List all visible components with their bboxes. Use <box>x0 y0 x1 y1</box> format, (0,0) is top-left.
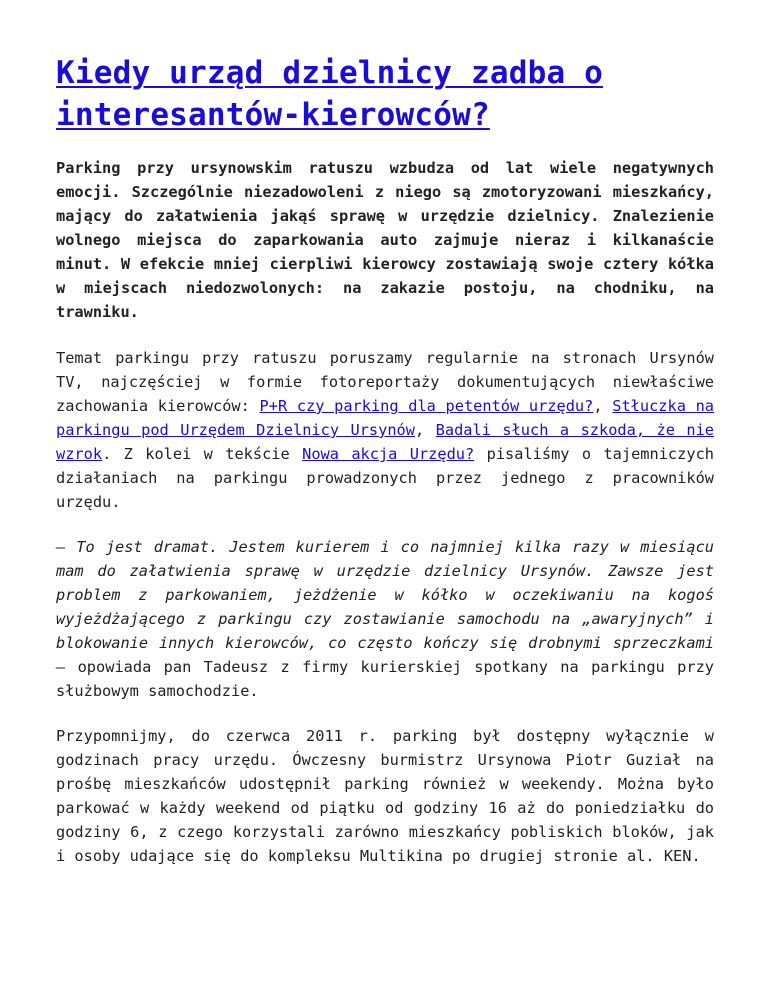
paragraph-2-separator-1: , <box>593 397 613 415</box>
paragraph-2-separator-2: , <box>414 421 436 439</box>
quote-attribution: opowiada pan Tadeusz z firmy kurierskiej spotkany na parkingu przy służbowym samochodzie. <box>56 658 714 700</box>
paragraph-2-text-after: pisaliśmy o tajemniczych działaniach na parkingu prowadzonych przez jednego z pracowników urzędu. <box>56 445 714 511</box>
paragraph-2-text-before: Temat parkingu przy ratuszu poruszamy regularnie na stronach Ursynów TV, najczęściej w formie fotoreportaży dokumentujących niewłaściwe zachowania kierowców: <box>56 349 714 415</box>
article-title-link[interactable]: Kiedy urząd dzielnicy zadba o interesantów-kierowców? <box>56 55 604 133</box>
paragraph-2-text-middle: . Z kolei w tekście <box>102 445 303 463</box>
link-pr-parking[interactable]: P+R czy parking dla petentów urzędu? <box>259 397 594 415</box>
article-title <box>56 52 714 136</box>
article-paragraph-3 <box>56 535 714 703</box>
article-paragraph-2 <box>56 346 714 514</box>
link-nowa-akcja-urzedu[interactable]: Nowa akcja Urzędu? <box>302 445 475 463</box>
article-lead: Parking przy ursynowskim ratuszu wzbudza od lat wiele negatywnych emocji. Szczególnie niezadowoleni z niego są zmotoryzowani mieszkańcy, mający do załatwienia jakąś sprawę w urzędzie dzielnicy. Znalezienie wolnego miejsca do zaparkowania auto zajmuje nieraz i kilkanaście minut. W efekcie mniej cierpliwi kierowcy zostawiają swoje cztery kółka w miejscach niedozwolonych: na zakazie postoju, na chodniku, na trawniku. <box>56 159 714 321</box>
link-badali-sluch[interactable]: Badali słuch a szkoda, że nie wzrok <box>56 421 715 463</box>
article-paragraph-4: Przypomnijmy, do czerwca 2011 r. parking był dostępny wyłącznie w godzinach pracy urzędu. Ówczesny burmistrz Ursynowa Piotr Guział na prośbę mieszkańców udostępnił parking również w weekendy. Można było parkować w każdy weekend od piątku od godziny 16 aż do poniedziałku do godziny 6, z czego korzystali zarówno mieszkańcy pobliskich bloków, jak i osoby udające się do kompleksu Multikina po drugiej stronie al. KEN. <box>56 727 714 865</box>
link-stluczka-parking[interactable]: Stłuczka na parkingu pod Urzędem Dzielnicy Ursynów <box>56 397 715 439</box>
quote-text: – To jest dramat. Jestem kurierem i co najmniej kilka razy w miesiącu mam do załatwienia sprawę w urzędzie dzielnicy Ursynów. Zawsze jest problem z parkowaniem, jeżdżenie w kółko w oczekiwaniu na kogoś wyjeżdżającego z parkingu czy zostawianie samochodu na „awaryjnych” i blokowanie innych kierowców, co często kończy się drobnymi sprzeczkami – <box>56 538 714 676</box>
